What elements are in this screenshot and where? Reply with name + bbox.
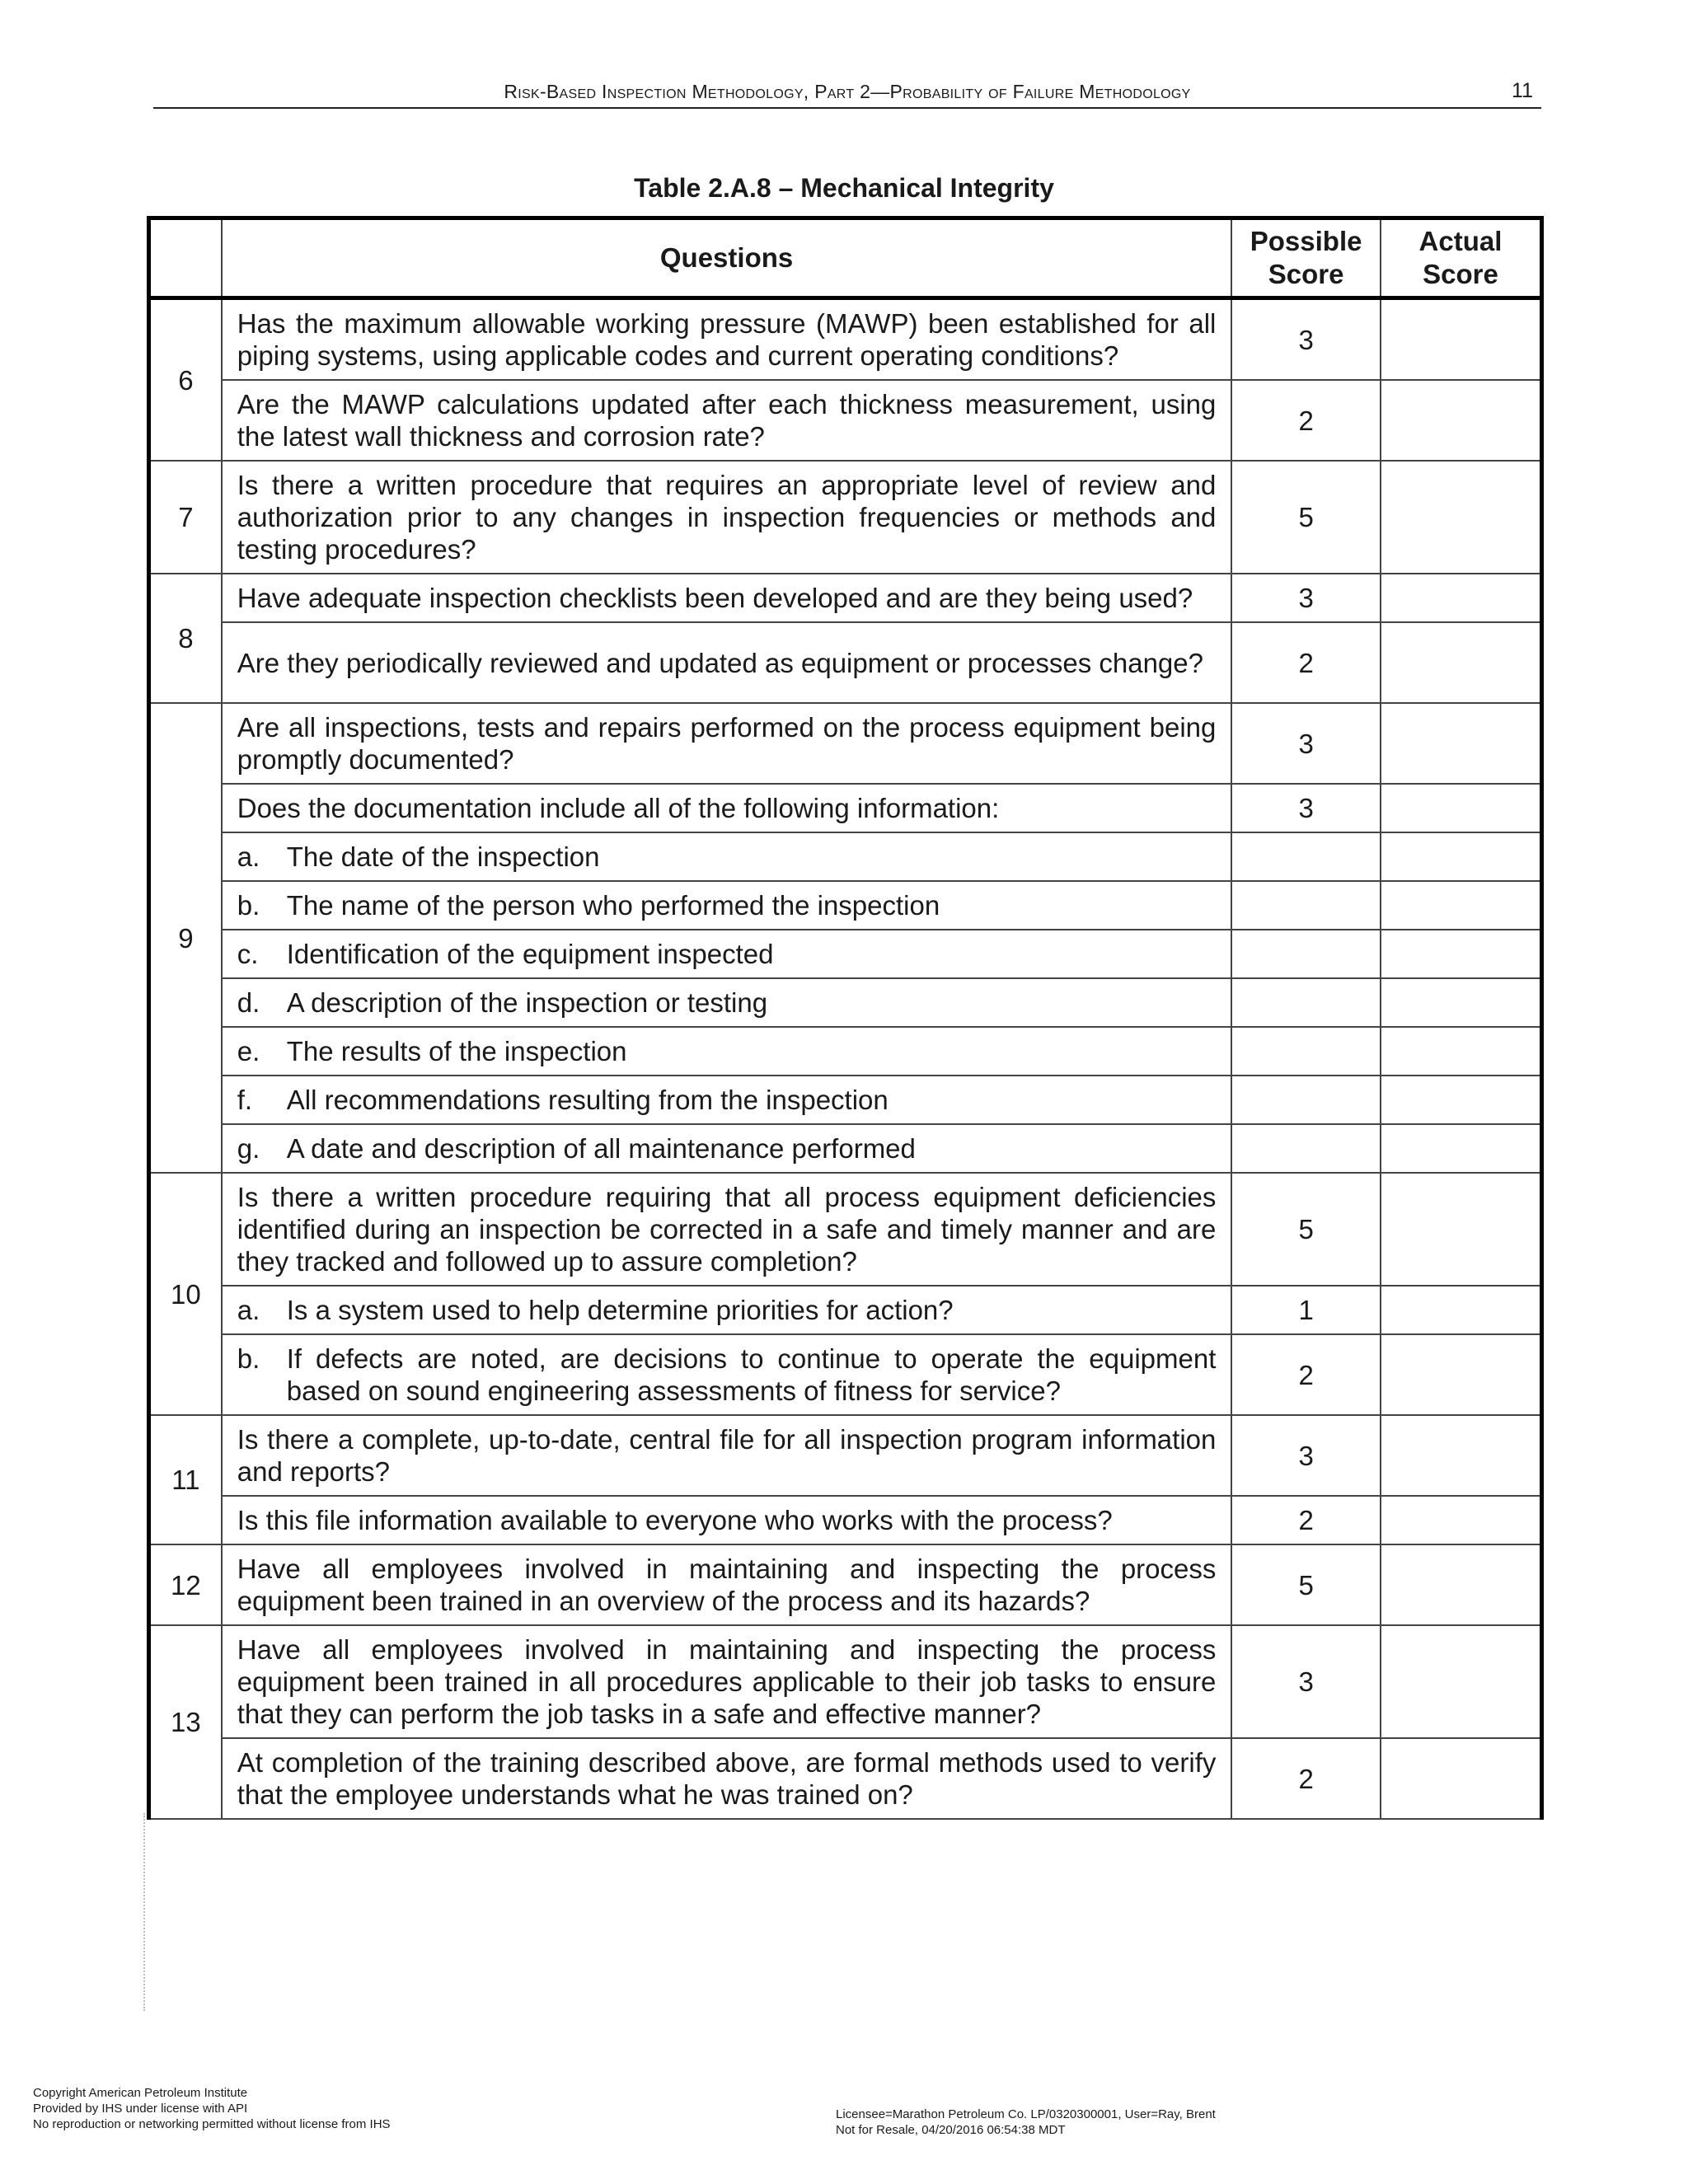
question-text: Is there a written procedure that requires an appropriate level of review and authorization prior to any changes in inspection frequencies or methods and testing procedures? — [222, 461, 1232, 574]
possible-score — [1231, 1027, 1381, 1076]
question-text: Are all inspections, tests and repairs performed on the process equipment being promptly documented? — [222, 703, 1232, 784]
actual-score-cell[interactable] — [1381, 574, 1542, 622]
question-text: Are the MAWP calculations updated after each thickness measurement, using the latest wall thickness and corrosion rate? — [222, 380, 1232, 461]
sub-item-text: The results of the inspection — [286, 1036, 627, 1066]
table-row — [149, 784, 1542, 832]
sub-item — [222, 1334, 1232, 1415]
question-number: 9 — [149, 703, 222, 1173]
actual-score-cell[interactable] — [1381, 784, 1542, 832]
question-text: Have all employees involved in maintaining and inspecting the process equipment been trained in all procedures applicable to their job tasks to ensure that they can perform the job tasks in a safe and effective manner? — [222, 1625, 1232, 1738]
sub-item-label: a. — [237, 841, 260, 872]
table-row — [149, 881, 1542, 930]
actual-score-cell[interactable] — [1381, 1027, 1542, 1076]
possible-score: 3 — [1231, 574, 1381, 622]
question-number: 11 — [149, 1415, 222, 1544]
question-text: Is there a complete, up-to-date, central file for all inspection program information and reports? — [222, 1415, 1232, 1496]
column-header-actual-score: Actual Score — [1381, 218, 1542, 298]
actual-score-cell[interactable] — [1381, 1496, 1542, 1544]
actual-score-cell[interactable] — [1381, 461, 1542, 574]
sub-item — [222, 1027, 1232, 1076]
possible-score — [1231, 978, 1381, 1027]
table-row — [149, 380, 1542, 461]
question-text: Have adequate inspection checklists been developed and are they being used? — [222, 574, 1232, 622]
question-text: At completion of the training described above, are formal methods used to verify that the employee understands what he was trained on? — [222, 1738, 1232, 1819]
table-row — [149, 832, 1542, 881]
sub-item-text: All recommendations resulting from the inspection — [286, 1085, 889, 1115]
actual-score-cell[interactable] — [1381, 1544, 1542, 1625]
sub-item — [222, 832, 1232, 881]
table-caption: Table 2.A.8 – Mechanical Integrity — [634, 173, 1054, 203]
actual-score-cell[interactable] — [1381, 978, 1542, 1027]
actual-score-cell[interactable] — [1381, 622, 1542, 703]
table-row — [149, 1496, 1542, 1544]
footer-line: Provided by IHS under license with API — [33, 2102, 248, 2116]
sub-item-text: Is a system used to help determine priorities for action? — [286, 1295, 954, 1325]
sub-item-label: f. — [237, 1085, 253, 1115]
table-row — [149, 1286, 1542, 1334]
sub-item-text: Identification of the equipment inspected — [286, 939, 774, 969]
possible-score: 3 — [1231, 1625, 1381, 1738]
possible-score: 5 — [1231, 1544, 1381, 1625]
possible-score: 5 — [1231, 1173, 1381, 1286]
table-row — [149, 1625, 1542, 1738]
actual-score-cell[interactable] — [1381, 1124, 1542, 1173]
page-number: 11 — [1512, 79, 1533, 102]
running-header — [153, 79, 1541, 109]
sub-item-text: The name of the person who performed the inspection — [286, 890, 940, 921]
actual-score-cell[interactable] — [1381, 832, 1542, 881]
sub-item — [222, 881, 1232, 930]
possible-score: 2 — [1231, 1334, 1381, 1415]
question-text: Are they periodically reviewed and updated as equipment or processes change? — [222, 622, 1232, 703]
sub-item-label: b. — [237, 1343, 260, 1374]
margin-dotted-line — [143, 1813, 148, 2011]
header-title: Risk-Based Inspection Methodology, Part 2—Probability of Failure Methodology — [504, 81, 1191, 102]
question-number: 12 — [149, 1544, 222, 1625]
table-row — [149, 703, 1542, 784]
sub-item-text: The date of the inspection — [286, 841, 600, 872]
actual-score-cell[interactable] — [1381, 298, 1542, 381]
table-row — [149, 298, 1542, 381]
question-text: Has the maximum allowable working pressure (MAWP) been established for all piping systems, using applicable codes and current operating conditions? — [222, 298, 1232, 381]
possible-score: 3 — [1231, 703, 1381, 784]
table-row — [149, 574, 1542, 622]
table-row — [149, 1415, 1542, 1496]
footer-line: Not for Resale, 04/20/2016 06:54:38 MDT — [836, 2123, 1066, 2137]
table-row — [149, 1544, 1542, 1625]
table-row — [149, 1124, 1542, 1173]
footer-line: Licensee=Marathon Petroleum Co. LP/0320300001, User=Ray, Brent — [836, 2107, 1216, 2121]
possible-score — [1231, 1124, 1381, 1173]
sub-item-text: If defects are noted, are decisions to continue to operate the equipment based on sound engineering assessments of fitness for service? — [286, 1343, 1217, 1406]
question-number: 10 — [149, 1173, 222, 1415]
footer-line: Copyright American Petroleum Institute — [33, 2086, 248, 2100]
sub-item — [222, 930, 1232, 978]
actual-score-cell[interactable] — [1381, 1625, 1542, 1738]
question-number: 7 — [149, 461, 222, 574]
actual-score-cell[interactable] — [1381, 930, 1542, 978]
question-number: 6 — [149, 298, 222, 462]
actual-score-cell[interactable] — [1381, 1334, 1542, 1415]
sub-item — [222, 1286, 1232, 1334]
question-number: 8 — [149, 574, 222, 703]
actual-score-cell[interactable] — [1381, 1738, 1542, 1819]
possible-score: 3 — [1231, 298, 1381, 381]
table-row — [149, 622, 1542, 703]
table-row — [149, 1738, 1542, 1819]
column-header-questions: Questions — [222, 218, 1232, 298]
actual-score-cell[interactable] — [1381, 380, 1542, 461]
footer-copyright — [33, 2085, 391, 2132]
table-header-row — [149, 218, 1542, 298]
table-row — [149, 461, 1542, 574]
possible-score: 3 — [1231, 784, 1381, 832]
possible-score: 5 — [1231, 461, 1381, 574]
sub-item-label: d. — [237, 987, 260, 1018]
footer-license — [836, 2107, 1216, 2138]
sub-item-label: g. — [237, 1133, 260, 1164]
table-row — [149, 978, 1542, 1027]
possible-score — [1231, 1076, 1381, 1124]
sub-item-text: A description of the inspection or testing — [286, 987, 768, 1018]
question-text: Is there a written procedure requiring that all process equipment deficiencies identified during an inspection be corrected in a safe and timely manner and are they tracked and followed up to assure completion? — [222, 1173, 1232, 1286]
table-row — [149, 1027, 1542, 1076]
column-header-possible-score: Possible Score — [1231, 218, 1381, 298]
actual-score-cell[interactable] — [1381, 1173, 1542, 1286]
sub-item — [222, 978, 1232, 1027]
table-row — [149, 930, 1542, 978]
possible-score: 3 — [1231, 1415, 1381, 1496]
mechanical-integrity-table — [147, 216, 1544, 1820]
possible-score: 1 — [1231, 1286, 1381, 1334]
possible-score: 2 — [1231, 1496, 1381, 1544]
possible-score: 2 — [1231, 1738, 1381, 1819]
table-row — [149, 1173, 1542, 1286]
actual-score-cell[interactable] — [1381, 1076, 1542, 1124]
actual-score-cell[interactable] — [1381, 703, 1542, 784]
question-number: 13 — [149, 1625, 222, 1819]
column-header-number — [149, 218, 222, 298]
actual-score-cell[interactable] — [1381, 1415, 1542, 1496]
possible-score: 2 — [1231, 622, 1381, 703]
table-row — [149, 1334, 1542, 1415]
possible-score — [1231, 881, 1381, 930]
question-text: Does the documentation include all of the following information: — [222, 784, 1232, 832]
actual-score-cell[interactable] — [1381, 881, 1542, 930]
question-text: Have all employees involved in maintaining and inspecting the process equipment been trained in an overview of the process and its hazards? — [222, 1544, 1232, 1625]
sub-item — [222, 1124, 1232, 1173]
possible-score — [1231, 930, 1381, 978]
footer-line: No reproduction or networking permitted without license from IHS — [33, 2117, 391, 2131]
question-text: Is this file information available to everyone who works with the process? — [222, 1496, 1232, 1544]
actual-score-cell[interactable] — [1381, 1286, 1542, 1334]
possible-score — [1231, 832, 1381, 881]
sub-item-text: A date and description of all maintenance performed — [286, 1133, 916, 1164]
table-row — [149, 1076, 1542, 1124]
sub-item-label: b. — [237, 890, 260, 921]
sub-item-label: e. — [237, 1036, 260, 1066]
sub-item-label: c. — [237, 939, 259, 969]
possible-score: 2 — [1231, 380, 1381, 461]
sub-item-label: a. — [237, 1295, 260, 1325]
sub-item — [222, 1076, 1232, 1124]
